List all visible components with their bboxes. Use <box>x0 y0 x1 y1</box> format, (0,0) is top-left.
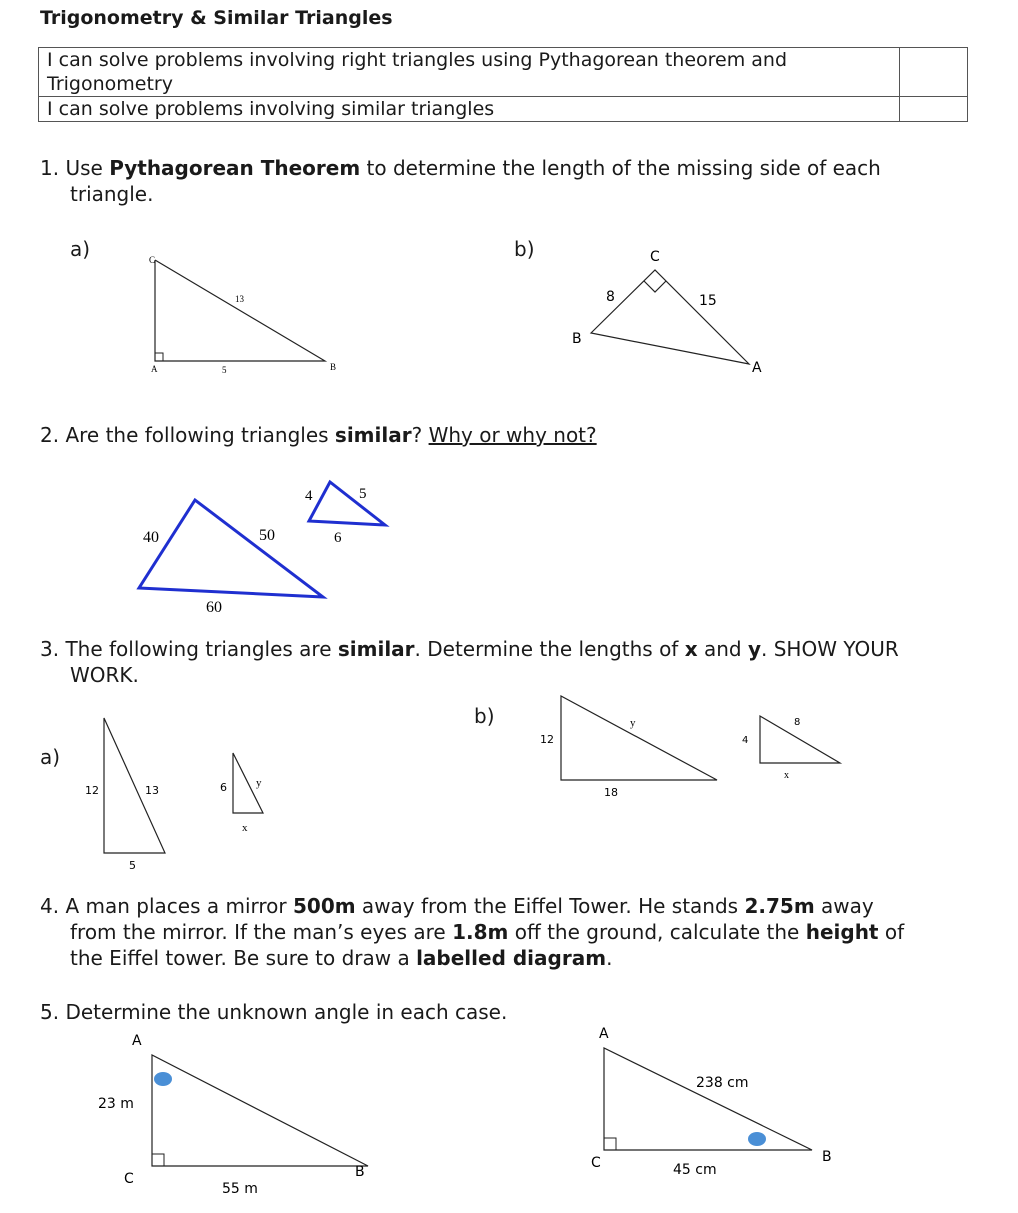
q5-left-angle-marker <box>154 1072 172 1086</box>
q4-t4: from the mirror. If the man’s eyes are <box>70 920 453 944</box>
q1a-hyp-label: 13 <box>235 294 244 304</box>
q1b-triangle <box>572 249 762 376</box>
question-5 <box>40 999 507 1025</box>
q3a-label: a) <box>40 745 61 769</box>
q3-bold-y: y <box>747 637 761 661</box>
q4-t3: away <box>814 894 874 918</box>
q3b-small-base: x <box>784 770 789 781</box>
q4-t7: the Eiffel tower. Be sure to draw a <box>70 946 417 970</box>
q4-t8: . <box>606 946 613 970</box>
q1-text-pre: Use <box>65 156 110 180</box>
q3-text-mid: . Determine the lengths of <box>414 637 685 661</box>
q3-text-and: and <box>697 637 748 661</box>
q4-b2: 2.75m <box>744 894 815 918</box>
q3b-small-triangle <box>742 716 840 781</box>
q5-right-angle-marker <box>748 1132 766 1146</box>
q5-right-hyp: 238 cm <box>696 1075 749 1091</box>
q3-text-pre: The following triangles are <box>65 637 338 661</box>
q1-line2: triangle. <box>70 182 154 206</box>
goal-text: I can solve problems involving similar triangles <box>39 97 900 122</box>
q3-line2: WORK. <box>70 663 139 687</box>
q5-left-vertex-b: B <box>355 1164 365 1180</box>
q4-b1: 500m <box>292 894 356 918</box>
q2-qmark: ? <box>411 423 429 447</box>
q1a-vertex-c: C <box>149 255 156 265</box>
q1a-label: a) <box>70 237 91 261</box>
q2-big-triangle <box>139 500 323 616</box>
q3b-big-hyp: y <box>630 717 636 729</box>
q1b-vertex-c: C <box>650 249 660 265</box>
q2-big-side-60: 60 <box>206 599 222 616</box>
q1b-vertex-a: A <box>752 360 762 376</box>
q3a-big-base: 5 <box>129 859 136 872</box>
q1-text-post: to determine the length of the missing side of each <box>360 156 881 180</box>
q4-b5: labelled diagram <box>416 946 607 970</box>
q3-text-post: . SHOW YOUR <box>761 637 899 661</box>
q1a-vertex-a: A <box>151 364 158 374</box>
q2-why: Why or why not? <box>428 423 597 447</box>
q1b-vertex-b: B <box>572 331 582 347</box>
q2-small-side-5: 5 <box>359 486 367 502</box>
q5-left-vertex-c: C <box>124 1171 134 1187</box>
q1b-side-15: 15 <box>699 293 717 309</box>
q5-left-side-v: 23 m <box>98 1096 134 1112</box>
q5-right-vertex-a: A <box>599 1026 609 1042</box>
q1-number: 1. <box>40 156 60 180</box>
q1-bold: Pythagorean Theorem <box>109 156 361 180</box>
q2-small-side-4: 4 <box>305 488 313 504</box>
page-title: Trigonometry & Similar Triangles <box>40 7 393 29</box>
q5-right-vertex-b: B <box>822 1149 832 1165</box>
q1b-label: b) <box>514 237 535 261</box>
q3-bold-x: x <box>684 637 698 661</box>
q3a-small-hyp: y <box>256 777 262 789</box>
q4-t5: off the ground, calculate the <box>508 920 806 944</box>
q2-text-pre: Are the following triangles <box>65 423 335 447</box>
q3-number: 3. <box>40 637 60 661</box>
q4-t6: of <box>878 920 905 944</box>
q1a-triangle <box>149 255 336 375</box>
q1a-base-label: 5 <box>222 365 227 375</box>
goal-text: I can solve problems involving right triangles using Pythagorean theorem and Trigonometry <box>39 48 900 97</box>
q3b-big-triangle <box>540 696 717 799</box>
q2-small-side-6: 6 <box>334 530 342 546</box>
q4-t1: A man places a mirror <box>65 894 293 918</box>
q3b-label: b) <box>474 704 495 728</box>
q2-big-side-50: 50 <box>259 527 275 544</box>
q3a-big-hyp: 13 <box>145 784 159 797</box>
q3b-small-hyp: 8 <box>794 717 801 728</box>
q3-bold-similar: similar <box>337 637 415 661</box>
q1b-side-8: 8 <box>606 289 615 305</box>
q5-right-vertex-c: C <box>591 1155 601 1171</box>
q2-bold: similar <box>334 423 412 447</box>
q4-number: 4. <box>40 894 60 918</box>
q3a-small-base: x <box>242 822 248 834</box>
question-2 <box>40 422 597 448</box>
q5-text: Determine the unknown angle in each case. <box>65 1000 508 1024</box>
q3b-big-base: 18 <box>604 786 618 799</box>
question-3 <box>40 636 970 688</box>
q3a-big-left: 12 <box>85 784 99 797</box>
q5-left-triangle <box>98 1033 368 1197</box>
q4-b3: 1.8m <box>452 920 509 944</box>
q1a-vertex-b: B <box>330 362 337 372</box>
q3a-big-triangle <box>85 718 165 872</box>
question-4 <box>40 893 980 971</box>
q3a-small-left: 6 <box>220 781 227 794</box>
q5-right-triangle <box>591 1026 832 1178</box>
q2-number: 2. <box>40 423 60 447</box>
q5-left-side-h: 55 m <box>222 1181 258 1197</box>
q5-number: 5. <box>40 1000 60 1024</box>
q2-big-side-40: 40 <box>143 529 159 546</box>
q4-b4: height <box>805 920 879 944</box>
q3b-small-left: 4 <box>742 735 749 746</box>
q5-left-vertex-a: A <box>132 1033 142 1049</box>
q3a-small-triangle <box>220 753 263 834</box>
q3b-big-left: 12 <box>540 733 554 746</box>
q4-t2: away from the Eiffel Tower. He stands <box>355 894 745 918</box>
q2-small-triangle <box>305 482 385 546</box>
q5-right-side-h: 45 cm <box>673 1162 717 1178</box>
